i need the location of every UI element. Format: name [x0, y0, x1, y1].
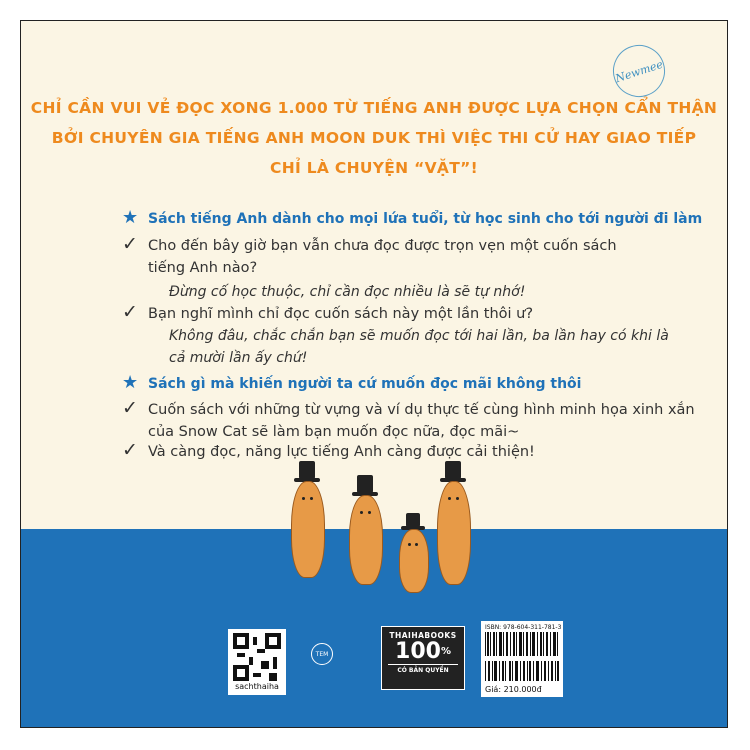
item-text-line: Cho đến bây giờ bạn vẫn chưa đọc được trọn vẹn một cuốn sách [148, 238, 617, 254]
price-barcode-icon [485, 661, 559, 681]
section-1-item-2 [122, 303, 533, 325]
check-icon: ✓ [122, 233, 138, 255]
item-text-line: Cuốn sách với những từ vựng và ví dụ thực tế cùng hình minh họa xinh xắn [148, 402, 695, 418]
section-1-heading [122, 209, 702, 229]
star-icon: ★ [122, 207, 139, 228]
qr-code-box [228, 629, 286, 695]
tem-stamp: TEM [311, 643, 333, 665]
section-2-item-2 [122, 441, 535, 463]
qr-label: sachthaiha [235, 682, 279, 691]
book-back-cover [20, 20, 728, 728]
price-text: Giá: 210.000đ [485, 685, 542, 694]
check-icon: ✓ [122, 439, 138, 461]
badge-percent: % [440, 646, 451, 657]
publisher-brand: THAIHABOOKS [389, 631, 457, 640]
headline-line-2: BỞI CHUYÊN GIA TIẾNG ANH MOON DUK THÌ VIỆC THI CỬ HAY GIAO TIẾP [51, 129, 697, 147]
star-icon: ★ [122, 372, 139, 393]
item-italic-note: Đừng cố học thuộc, chỉ cần đọc nhiều là sẽ tự nhớ! [169, 284, 526, 300]
copyright-badge [381, 626, 465, 690]
peanut-characters-illustration [279, 461, 499, 616]
isbn-text: ISBN: 978-604-311-781-3 [485, 624, 562, 631]
headline-line-3: CHỈ LÀ CHUYỆN “VẶT”! [270, 159, 478, 177]
item-text-line: của Snow Cat sẽ làm bạn muốn đọc nữa, đọc mãi~ [148, 424, 520, 440]
section-1-item-1 [122, 235, 617, 279]
item-italic-note: Không đâu, chắc chắn bạn sẽ muốn đọc tới hai lần, ba lần hay có khi là [169, 328, 669, 344]
section-2-heading [122, 374, 581, 394]
section-2-title: Sách gì mà khiến người ta cứ muốn đọc mãi không thôi [148, 376, 582, 392]
section-1-title: Sách tiếng Anh dành cho mọi lứa tuổi, từ học sinh cho tới người đi làm [148, 211, 703, 227]
section-2-item-1 [122, 399, 695, 443]
badge-subtitle: CÓ BẢN QUYỀN [388, 664, 458, 674]
barcode-box [481, 621, 563, 697]
item-text-line: Và càng đọc, năng lực tiếng Anh càng được cải thiện! [148, 444, 535, 460]
check-icon: ✓ [122, 301, 138, 323]
isbn-barcode-icon [485, 632, 559, 656]
badge-number: 100 [395, 639, 441, 664]
item-text-line: Bạn nghĩ mình chỉ đọc cuốn sách này một lần thôi ư? [148, 306, 534, 322]
check-icon: ✓ [122, 397, 138, 419]
newmee-logo: Newmee [606, 38, 672, 104]
qr-code-icon [233, 633, 281, 681]
item-text-line: tiếng Anh nào? [148, 260, 258, 276]
item-italic-note: cả mười lần ấy chứ! [169, 350, 308, 366]
headline-line-1: CHỈ CẦN VUI VẺ ĐỌC XONG 1.000 TỪ TIẾNG ANH ĐƯỢC LỰA CHỌN CẨN THẬN [30, 99, 718, 117]
